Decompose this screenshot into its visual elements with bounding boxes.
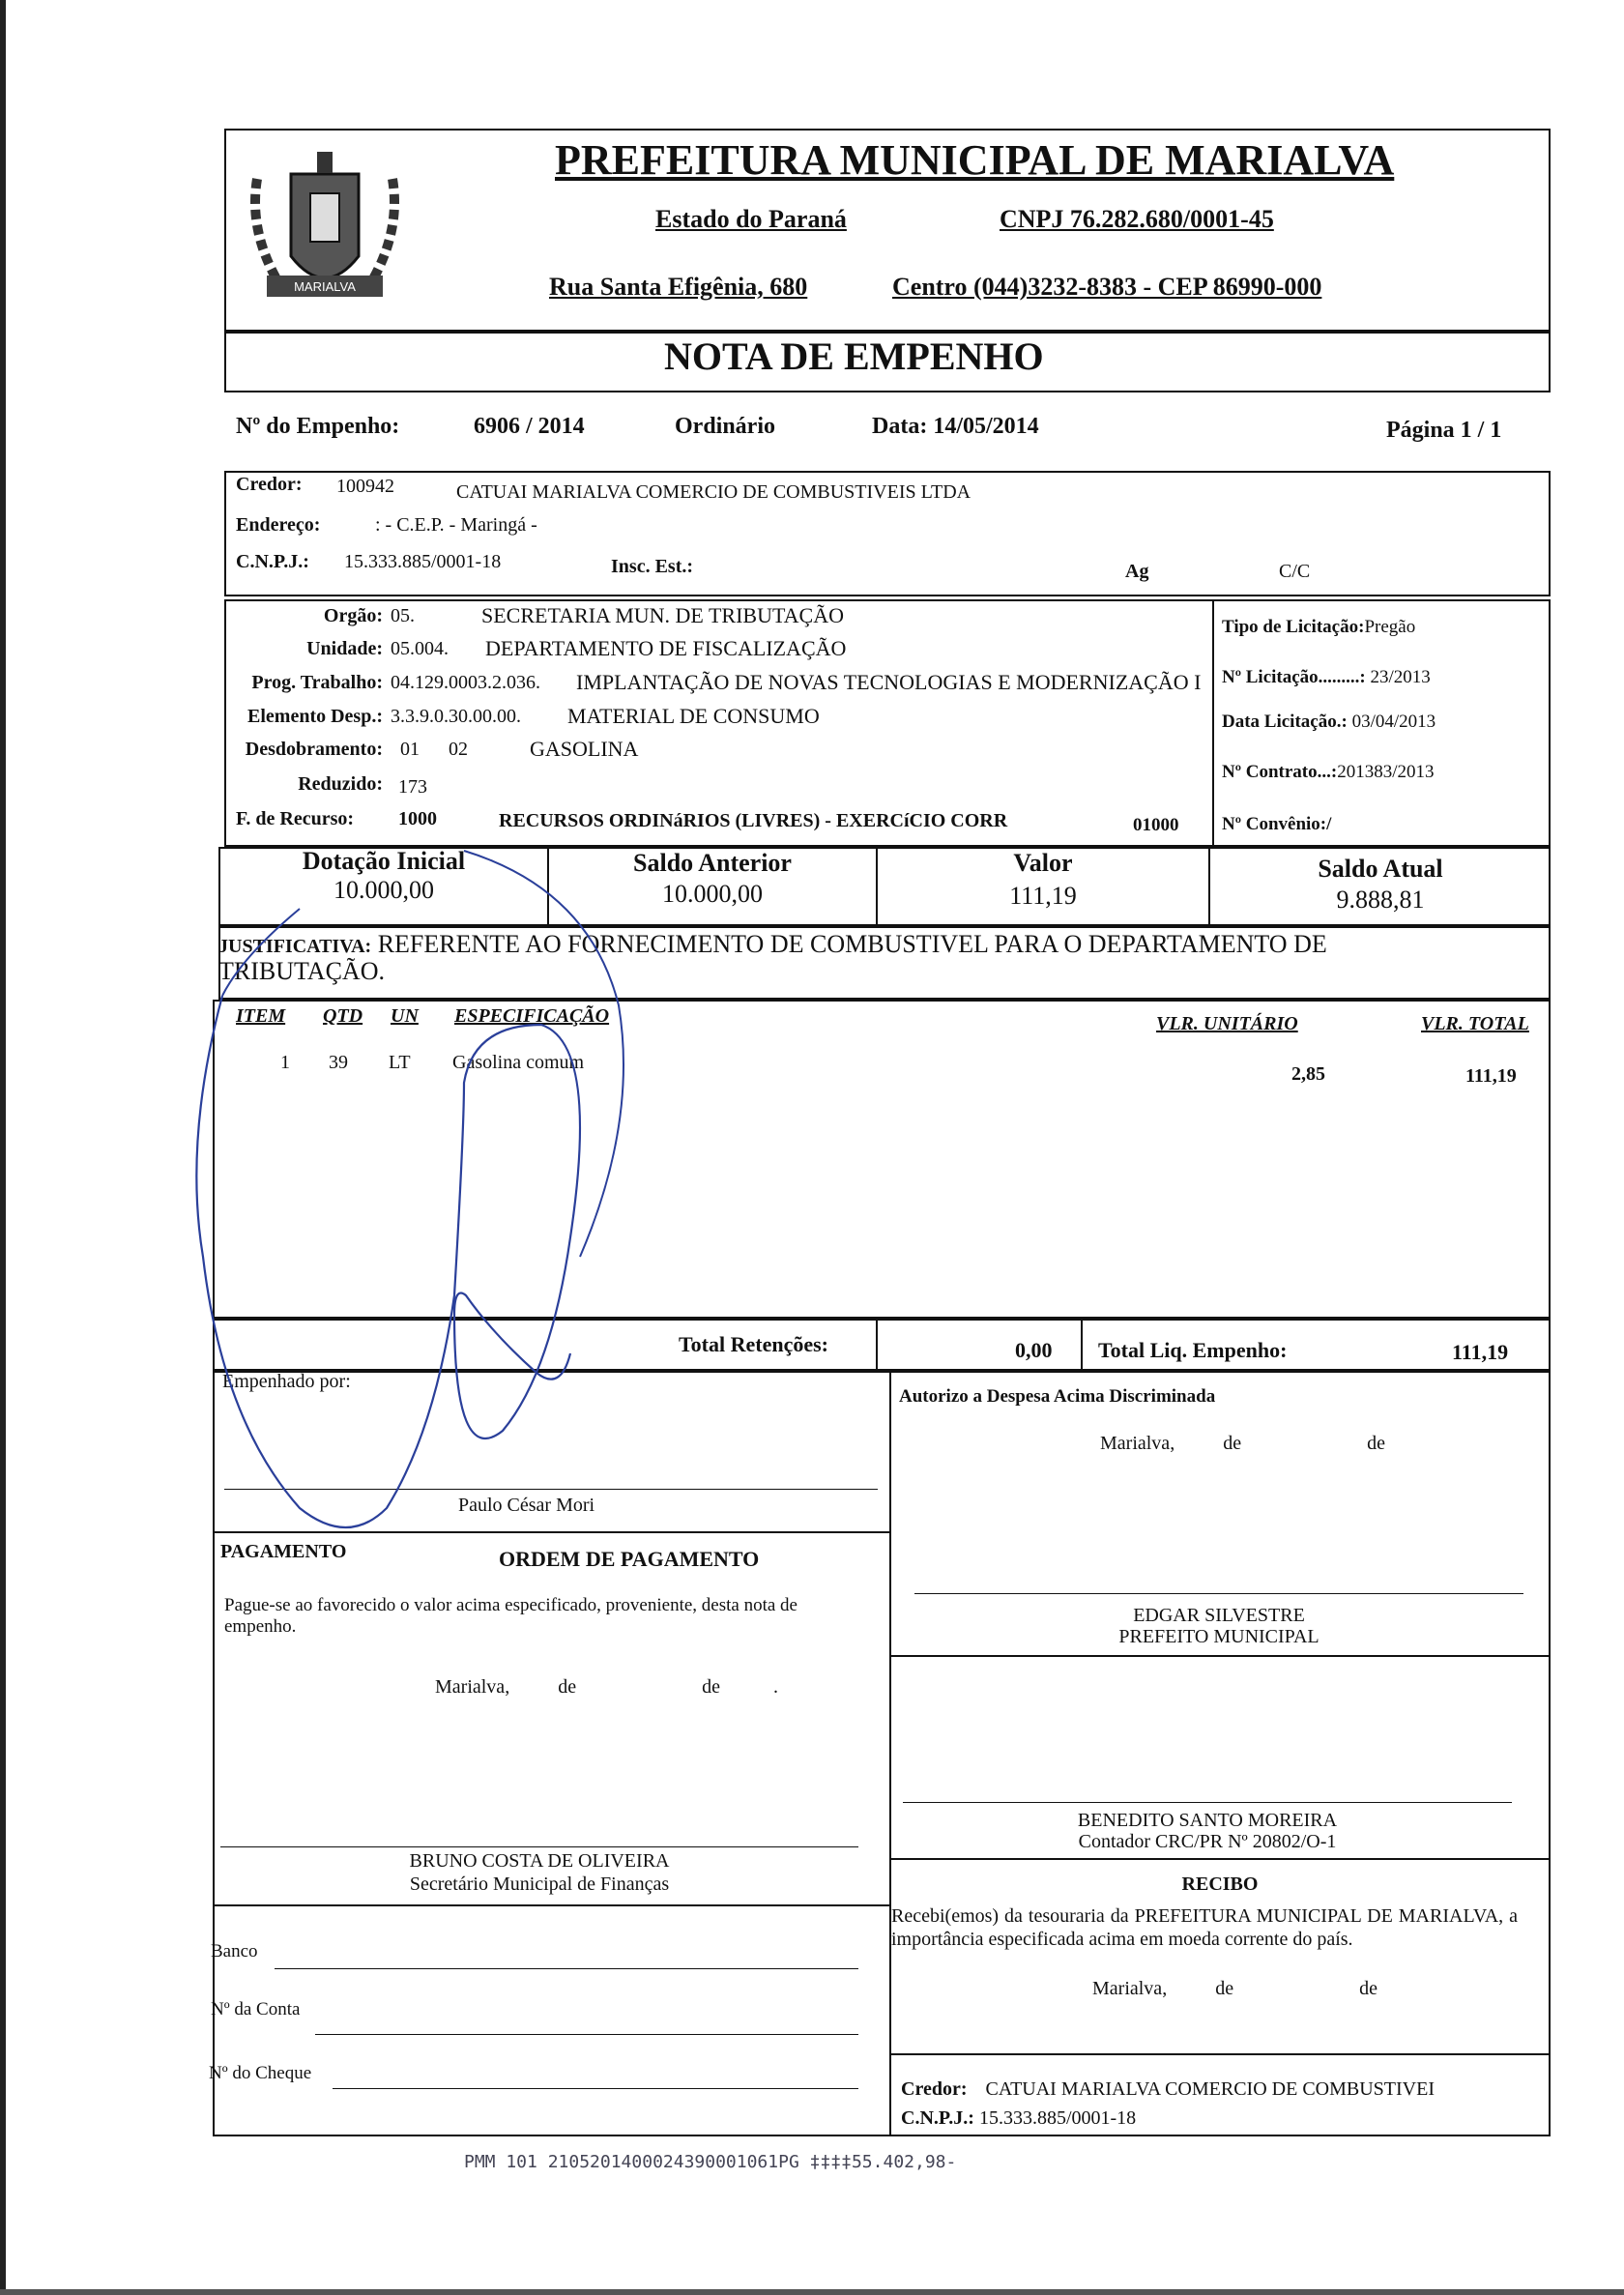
- empenhado-name: Paulo César Mori: [458, 1495, 595, 1516]
- secretario-role: Secretário Municipal de Finanças: [409, 1874, 670, 1895]
- empenhado-label: Empenhado por:: [222, 1371, 351, 1392]
- banco-label: Banco: [211, 1941, 258, 1961]
- unidade-code: 05.004.: [391, 638, 449, 659]
- recibo-credor-label: Credor:: [901, 2078, 968, 2100]
- prefeito-role: PREFEITO MUNICIPAL: [1118, 1626, 1320, 1647]
- elemento-name: MATERIAL DE CONSUMO: [567, 704, 820, 728]
- col-vlr-unitario: VLR. UNITÁRIO: [1156, 1013, 1298, 1034]
- page-number: Página 1 / 1: [1386, 418, 1502, 443]
- item-qtd: 39: [329, 1052, 348, 1073]
- unidade-label: Unidade:: [306, 638, 383, 659]
- item-especificacao: Gasolina comum: [452, 1052, 585, 1073]
- recibo-credor-name: CATUAI MARIALVA COMERCIO DE COMBUSTIVEI: [985, 2078, 1435, 2100]
- cc-label: C/C: [1279, 561, 1311, 582]
- reduzido-code: 173: [398, 776, 427, 798]
- atual-value: 9.888,81: [1336, 886, 1425, 914]
- cnpj-value: 15.333.885/0001-18: [344, 551, 502, 572]
- pagamento-place-date: Marialva, de de .: [435, 1676, 778, 1698]
- elemento-code: 3.3.9.0.30.00.00.: [391, 706, 521, 727]
- empenho-number-label: Nº do Empenho:: [236, 414, 400, 439]
- header-street: Rua Santa Efigênia, 680: [549, 273, 808, 301]
- justificativa-line2: TRIBUTAÇÃO.: [218, 957, 385, 985]
- recibo-place-date: Marialva, de de: [1092, 1978, 1378, 1999]
- ordem-pagamento: ORDEM DE PAGAMENTO: [499, 1547, 760, 1571]
- licitacao-data: 03/04/2013: [1351, 712, 1436, 732]
- licitacao-tipo: Pregão: [1364, 617, 1416, 637]
- licitacao-num-label: Nº Licitação.........: 23/2013: [1222, 667, 1431, 687]
- cheque-label: Nº do Cheque: [209, 2063, 312, 2083]
- item-vlr-total: 111,19: [1465, 1065, 1517, 1087]
- empenho-type: Ordinário: [675, 414, 776, 439]
- liquido-label: Total Liq. Empenho:: [1098, 1338, 1288, 1362]
- footer-code: PMM 101 2105201400024390001061PG ‡‡‡‡55.402,98-: [464, 2152, 957, 2172]
- autorizo-place-date: Marialva, de de: [1100, 1433, 1385, 1454]
- desdobramento-code: 01 02: [400, 739, 468, 760]
- ag-label: Ag: [1125, 561, 1149, 582]
- col-especificacao: ESPECIFICAÇÃO: [454, 1005, 610, 1027]
- header-address: Centro (044)3232-8383 - CEP 86990-000: [892, 273, 1322, 301]
- unidade-name: DEPARTAMENTO DE FISCALIZAÇÃO: [485, 636, 847, 660]
- address-value: : - C.E.P. - Maringá -: [375, 514, 537, 536]
- recibo-text: Recebi(emos) da tesouraria da PREFEITURA MUNICIPAL DE MARIALVA, a importância especificada acima em moeda corrente do país.: [891, 1905, 1518, 1950]
- autorizo-text: Autorizo a Despesa Acima Discriminada: [899, 1386, 1216, 1407]
- contador-name: BENEDITO SANTO MOREIRA: [1077, 1810, 1338, 1831]
- col-item: ITEM: [236, 1005, 286, 1027]
- empenho-date: Data: 14/05/2014: [872, 414, 1039, 439]
- recurso-name: RECURSOS ORDINáRIOS (LIVRES) - EXERCíCIO CORR: [499, 810, 1008, 831]
- item-vlr-unitario: 2,85: [1291, 1063, 1325, 1085]
- address-label: Endereço:: [236, 514, 321, 536]
- licitacao-data-label: Data Licitação.: 03/04/2013: [1222, 712, 1436, 732]
- pagamento-text: Pague-se ao favorecido o valor acima especificado, proveniente, desta nota de empenho.: [224, 1595, 798, 1637]
- contrato-label: Nº Contrato...:201383/2013: [1222, 762, 1435, 782]
- liquido-value: 111,19: [1452, 1340, 1509, 1364]
- prefeito-name: EDGAR SILVESTRE: [1133, 1605, 1305, 1626]
- item-number: 1: [280, 1052, 290, 1073]
- desdobramento-name: GASOLINA: [530, 737, 639, 761]
- prog-name: IMPLANTAÇÃO DE NOVAS TECNOLOGIAS E MODERNIZAÇÃO I: [576, 670, 1202, 694]
- reduzido-label: Reduzido:: [298, 773, 383, 795]
- recurso-label: F. de Recurso:: [236, 808, 355, 829]
- header-cnpj: CNPJ 76.282.680/0001-45: [1000, 205, 1274, 233]
- pagamento-title: PAGAMENTO: [220, 1541, 347, 1562]
- justificativa-label: JUSTIFICATIVA:: [218, 936, 372, 957]
- anterior-value: 10.000,00: [662, 880, 763, 908]
- recibo-cnpj-label: C.N.P.J.:: [901, 2107, 974, 2129]
- desdobramento-label: Desdobramento:: [245, 739, 383, 760]
- doc-title: NOTA DE EMPENHO: [664, 334, 1044, 378]
- orgao-label: Orgão:: [323, 605, 383, 626]
- licitacao-num: 23/2013: [1370, 667, 1431, 687]
- retencoes-value: 0,00: [1015, 1338, 1053, 1362]
- dotacao-value: 10.000,00: [334, 876, 434, 904]
- empenho-number: 6906 / 2014: [474, 414, 585, 439]
- atual-label: Saldo Atual: [1318, 855, 1443, 883]
- recibo-cnpj-value: 15.333.885/0001-18: [978, 2107, 1137, 2129]
- convenio-label: Nº Convênio:/: [1222, 814, 1332, 834]
- valor-value: 111,19: [1009, 882, 1077, 910]
- recurso-code: 1000: [398, 808, 437, 829]
- crest-text: MARIALVA: [294, 279, 356, 294]
- item-un: LT: [389, 1052, 411, 1073]
- header-state: Estado do Paraná: [655, 205, 847, 233]
- licitacao-tipo-label: Tipo de Licitação:Pregão: [1222, 617, 1416, 637]
- credor-name: CATUAI MARIALVA COMERCIO DE COMBUSTIVEIS LTDA: [456, 481, 972, 503]
- anterior-label: Saldo Anterior: [633, 849, 792, 877]
- orgao-code: 05.: [391, 605, 415, 626]
- elemento-label: Elemento Desp.:: [247, 706, 383, 727]
- recibo-title: RECIBO: [1181, 1874, 1259, 1895]
- contrato-value: 201383/2013: [1337, 762, 1435, 782]
- recurso-number: 01000: [1133, 815, 1179, 835]
- contador-role: Contador CRC/PR Nº 20802/O-1: [1078, 1831, 1337, 1852]
- col-qtd: QTD: [323, 1005, 363, 1027]
- valor-label: Valor: [1013, 849, 1073, 877]
- retencoes-label: Total Retenções:: [679, 1332, 828, 1356]
- justificativa-text: REFERENTE AO FORNECIMENTO DE COMBUSTIVEL PARA O DEPARTAMENTO DE: [377, 930, 1327, 958]
- conta-label: Nº da Conta: [211, 1999, 301, 2019]
- prog-label: Prog. Trabalho:: [251, 672, 383, 693]
- credor-label: Credor:: [236, 474, 303, 495]
- secretario-name: BRUNO COSTA DE OLIVEIRA: [409, 1850, 670, 1872]
- header-title: PREFEITURA MUNICIPAL DE MARIALVA: [555, 136, 1395, 184]
- prog-code: 04.129.0003.2.036.: [391, 672, 540, 693]
- insc-label: Insc. Est.:: [611, 556, 694, 577]
- col-un: UN: [391, 1005, 419, 1027]
- col-vlr-total: VLR. TOTAL: [1421, 1013, 1529, 1034]
- dotacao-label: Dotação Inicial: [302, 847, 466, 875]
- cnpj-label: C.N.P.J.:: [236, 551, 309, 572]
- orgao-name: SECRETARIA MUN. DE TRIBUTAÇÃO: [481, 603, 844, 627]
- credor-code: 100942: [336, 476, 394, 497]
